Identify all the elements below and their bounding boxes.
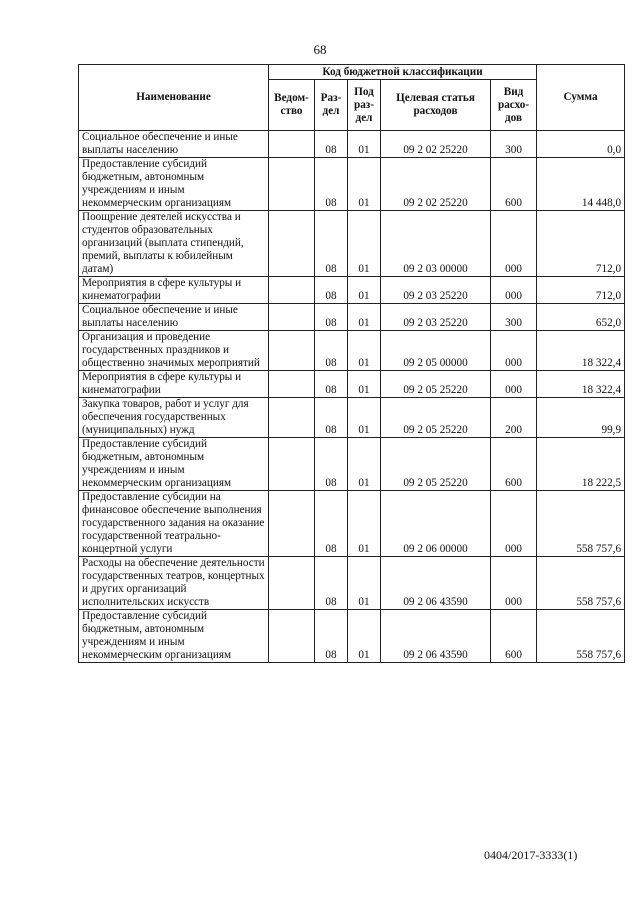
row-vid: 000 bbox=[491, 371, 537, 398]
row-podrazdel: 01 bbox=[348, 158, 381, 211]
table-row bbox=[79, 211, 625, 277]
row-vedomstvo bbox=[269, 331, 315, 371]
table-row bbox=[79, 438, 625, 491]
row-name: Мероприятия в сфере культуры и кинематографии bbox=[79, 371, 269, 398]
row-podrazdel: 01 bbox=[348, 371, 381, 398]
row-razdel: 08 bbox=[315, 304, 348, 331]
row-vid: 000 bbox=[491, 491, 537, 557]
row-razdel: 08 bbox=[315, 331, 348, 371]
header-razdel: Раз-дел bbox=[315, 80, 348, 131]
table-row bbox=[79, 277, 625, 304]
row-statya: 09 2 03 25220 bbox=[381, 304, 491, 331]
row-razdel: 08 bbox=[315, 371, 348, 398]
row-podrazdel: 01 bbox=[348, 211, 381, 277]
header-sum: Сумма bbox=[537, 65, 625, 131]
row-podrazdel: 01 bbox=[348, 438, 381, 491]
row-statya: 09 2 03 25220 bbox=[381, 277, 491, 304]
row-vid: 200 bbox=[491, 398, 537, 438]
row-vedomstvo bbox=[269, 211, 315, 277]
row-vedomstvo bbox=[269, 131, 315, 158]
row-podrazdel: 01 bbox=[348, 557, 381, 610]
page-number: 68 bbox=[313, 42, 327, 57]
row-podrazdel: 01 bbox=[348, 610, 381, 663]
header-podrazdel: Под раз-дел bbox=[348, 80, 381, 131]
row-statya: 09 2 05 25220 bbox=[381, 398, 491, 438]
row-statya: 09 2 06 43590 bbox=[381, 557, 491, 610]
row-vedomstvo bbox=[269, 371, 315, 398]
row-podrazdel: 01 bbox=[348, 131, 381, 158]
header-classification-group: Код бюджетной классификации bbox=[269, 65, 537, 80]
row-vedomstvo bbox=[269, 491, 315, 557]
header-vid: Вид расхо-дов bbox=[491, 80, 537, 131]
row-podrazdel: 01 bbox=[348, 304, 381, 331]
row-name: Социальное обеспечение и иные выплаты населению bbox=[79, 131, 269, 158]
row-sum: 558 757,6 bbox=[537, 610, 625, 663]
row-vid: 000 bbox=[491, 557, 537, 610]
row-vedomstvo bbox=[269, 277, 315, 304]
row-vid: 000 bbox=[491, 277, 537, 304]
row-razdel: 08 bbox=[315, 557, 348, 610]
table-row bbox=[79, 398, 625, 438]
row-vedomstvo bbox=[269, 438, 315, 491]
row-razdel: 08 bbox=[315, 131, 348, 158]
row-statya: 09 2 06 00000 bbox=[381, 491, 491, 557]
row-podrazdel: 01 bbox=[348, 331, 381, 371]
header-name: Наименование bbox=[79, 65, 269, 131]
row-name: Предоставление субсидий бюджетным, автономным учреждениям и иным некоммерческим организациям bbox=[79, 438, 269, 491]
table-row bbox=[79, 131, 625, 158]
row-sum: 558 757,6 bbox=[537, 491, 625, 557]
row-vid: 300 bbox=[491, 304, 537, 331]
table-row bbox=[79, 491, 625, 557]
row-statya: 09 2 05 25220 bbox=[381, 371, 491, 398]
row-statya: 09 2 03 00000 bbox=[381, 211, 491, 277]
row-sum: 652,0 bbox=[537, 304, 625, 331]
row-sum: 712,0 bbox=[537, 277, 625, 304]
row-vid: 600 bbox=[491, 610, 537, 663]
budget-table bbox=[78, 64, 625, 663]
row-statya: 09 2 02 25220 bbox=[381, 131, 491, 158]
row-name: Предоставление субсидий бюджетным, автономным учреждениям и иным некоммерческим организациям bbox=[79, 158, 269, 211]
table-row bbox=[79, 610, 625, 663]
row-vid: 300 bbox=[491, 131, 537, 158]
row-sum: 18 322,4 bbox=[537, 371, 625, 398]
row-vedomstvo bbox=[269, 304, 315, 331]
row-name: Организация и проведение государственных праздников и общественно значимых мероприятий bbox=[79, 331, 269, 371]
table-row bbox=[79, 371, 625, 398]
row-name: Закупка товаров, работ и услуг для обеспечения государственных (муниципальных) нужд bbox=[79, 398, 269, 438]
row-sum: 558 757,6 bbox=[537, 557, 625, 610]
row-razdel: 08 bbox=[315, 438, 348, 491]
row-vid: 600 bbox=[491, 438, 537, 491]
row-sum: 0,0 bbox=[537, 131, 625, 158]
row-vedomstvo bbox=[269, 398, 315, 438]
row-razdel: 08 bbox=[315, 211, 348, 277]
row-razdel: 08 bbox=[315, 491, 348, 557]
row-name: Расходы на обеспечение деятельности государственных театров, концертных и других организаций исполнительских искусств bbox=[79, 557, 269, 610]
row-razdel: 08 bbox=[315, 610, 348, 663]
row-razdel: 08 bbox=[315, 398, 348, 438]
document-code: 0404/2017-3333(1) bbox=[484, 848, 578, 862]
row-sum: 14 448,0 bbox=[537, 158, 625, 211]
row-vid: 000 bbox=[491, 331, 537, 371]
row-name: Мероприятия в сфере культуры и кинематографии bbox=[79, 277, 269, 304]
row-name: Предоставление субсидии на финансовое обеспечение выполнения государственного задания на оказание государственной театрально-концертной услуги bbox=[79, 491, 269, 557]
header-statya: Целевая статья расходов bbox=[381, 80, 491, 131]
row-statya: 09 2 02 25220 bbox=[381, 158, 491, 211]
row-vedomstvo bbox=[269, 557, 315, 610]
row-statya: 09 2 05 00000 bbox=[381, 331, 491, 371]
row-vedomstvo bbox=[269, 158, 315, 211]
table-row bbox=[79, 304, 625, 331]
row-statya: 09 2 06 43590 bbox=[381, 610, 491, 663]
row-razdel: 08 bbox=[315, 158, 348, 211]
row-sum: 18 322,4 bbox=[537, 331, 625, 371]
header-vedomstvo: Ведом-ство bbox=[269, 80, 315, 131]
row-vid: 600 bbox=[491, 158, 537, 211]
row-podrazdel: 01 bbox=[348, 277, 381, 304]
row-razdel: 08 bbox=[315, 277, 348, 304]
table-row bbox=[79, 158, 625, 211]
row-name: Поощрение деятелей искусства и студентов образовательных организаций (выплата стипендий, премий, выплаты к юбилейным датам) bbox=[79, 211, 269, 277]
table-row bbox=[79, 557, 625, 610]
row-statya: 09 2 05 25220 bbox=[381, 438, 491, 491]
row-name: Предоставление субсидий бюджетным, автономным учреждениям и иным некоммерческим организациям bbox=[79, 610, 269, 663]
row-name: Социальное обеспечение и иные выплаты населению bbox=[79, 304, 269, 331]
row-sum: 712,0 bbox=[537, 211, 625, 277]
row-sum: 99,9 bbox=[537, 398, 625, 438]
row-podrazdel: 01 bbox=[348, 398, 381, 438]
row-vid: 000 bbox=[491, 211, 537, 277]
row-podrazdel: 01 bbox=[348, 491, 381, 557]
row-vedomstvo bbox=[269, 610, 315, 663]
row-sum: 18 222,5 bbox=[537, 438, 625, 491]
table-row bbox=[79, 331, 625, 371]
